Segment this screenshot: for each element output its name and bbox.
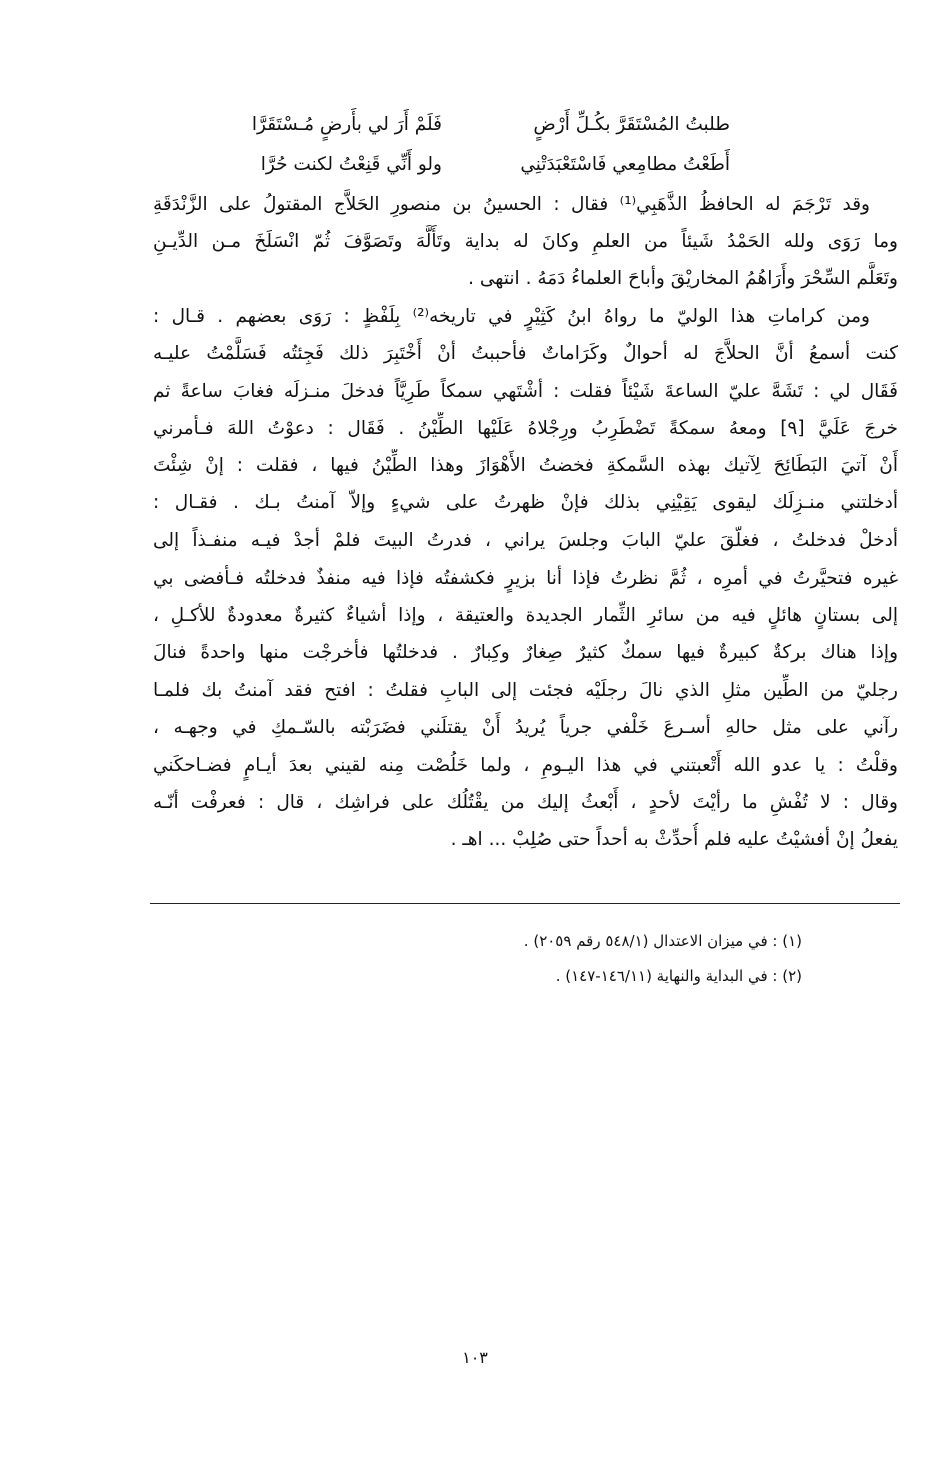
body-line: وإذا هناك بركةٌ كبيرةٌ فيها سمكٌ كثيرٌ صِغارٌ وكِبارٌ . فدخلتُها فأخرجْت منها واحدةً فنالَ: [153, 642, 898, 663]
body-line: وقال : لا تُفْشِ ما رأيْتَ لأحدٍ ، أَبْعثُ إليك من يقْتُلُك على فراشِك ، قال : فعرفْت أنّـه: [153, 792, 898, 813]
verse-2-left: ولو أَنِّي قَنِعْتُ لكنت حُرَّا: [260, 154, 442, 175]
body-line: وما رَوَى ولله الحَمْدُ شَيئاً من العلمِ وكانَ له بداية وتَأَلَّهَ وتَصَوَّفَ ثُمّ انْسَلَخَ مـن الدِّيـنِ: [153, 231, 898, 252]
body-line: أدخلْ فدخلتُ ، فغلّقَ عليّ البابَ وجلسَ يراني ، فدرتُ البيتَ فلمْ أجدْ فيـه منفـذاً إلى: [153, 530, 898, 551]
body-line: وقد تَرْجَمَ له الحافظُ الذَّهَبِي⁽¹⁾ فقال : الحسينُ بن منصورِ الحَلاَّج المقتولُ على الزَّنْدَقَةِ: [153, 194, 870, 215]
page-number: ١٠٣: [462, 1348, 488, 1367]
footnote-2: (٢) : في البداية والنهاية (١٤٦/١١-١٤٧) .: [555, 967, 802, 985]
body-line: إلى بستانٍ هائلٍ فيه من سائرِ الثِّمار الجديدة والعتيقة ، وإذا أشياءٌ كثيرةٌ معدودةٌ للأكـلِ ،: [153, 605, 898, 626]
body-line: رآني على مثل حالهِ أسـرعَ خَلْفي جرياً يُريدُ أَنْ يقتلَني فضَرَبْته بالسّـمكِ في وجهـه ،: [153, 717, 898, 738]
verse-2-right: أَطَعْتُ مطامِعي فَاسْتَعْبَدَتْنِي: [520, 154, 730, 175]
body-line: أدخلتني منـزِلَك ليقوى يَقِيْنِي بذلك فإنْ ظهرتُ على شيءٍ وإلاّ آمنتُ بـك . فقـال :: [153, 492, 898, 513]
verse-1-right: طلبتُ المُسْتَقَرَّ بكُـلِّ أَرْضٍ: [533, 114, 730, 135]
body-line: وتَعَلَّم السِّحْرَ وأَرَاهُمُ المخاريْقَ وأباحَ العلماءُ دَمَهُ . انتهى .: [468, 268, 898, 289]
body-line: غيره فتحيَّرتُ في أمرِه ، ثُمَّ نظرتُ فإذا أنا بزيرٍ فكشفتُه فإذا فيه منفذٌ فدخلتُه فـأفضى بي: [153, 568, 898, 589]
footnote-1: (١) : في ميزان الاعتدال (٥٤٨/١ رقم ٢٠٥٩) .: [523, 932, 802, 950]
body-line: خرجَ عَلَيَّ [٩] ومعهُ سمكةً تَضْطَرِبُ ورِجْلاهُ عَلَيْها الطِّيْنُ . فَقَال : دعوْتُ اللهَ فـأمرني: [153, 418, 898, 439]
verse-1-left: فَلَمْ أَرَ لي بأَرضٍ مُـسْتَقَرَّا: [251, 114, 442, 135]
body-line: أَنْ آتيَ البَطَائِحَ لِآتيك بهذه السَّمكةِ فخضتُ الأَهْوَازَ وهذا الطِّيْنُ فيها ، فقلت : إنْ شِئْتَ: [153, 455, 898, 476]
body-line: رجليّ من الطِّين مثلِ الذي نالَ رجلَيْه فجئت إلى البابِ فقلتُ : افتح فقد آمنتُ بك فلمـا: [153, 680, 898, 701]
body-line: وقلْتُ : يا عدو الله أَتْعبتني في هذا اليـومِ ، ولما خَلُصْت مِنه لقيني بعدَ أيـامٍ فضـاحكَني: [153, 755, 898, 776]
body-line: يفعلُ إنْ أفشيْتُ عليه فلم أُحدِّثْ به أحداً حتى صُلِبْ ... اهـ .: [450, 829, 898, 850]
body-line: فَقَال لي : تَشَهَّ عليّ الساعةَ شَيْئاً فقلت : أشْتَهي سمكاً طَرِيَّاً فدخلَ منـزلَه فغابَ ساعةً ثم: [153, 381, 898, 402]
footnote-divider: [150, 903, 900, 904]
body-line: ومن كراماتِ هذا الوليّ ما رواهُ ابنُ كَثِيْرٍ في تاريخه⁽²⁾ بِلَفْظٍ : رَوَى بعضهم . قـال :: [153, 306, 870, 327]
body-line: كنت أسمعُ أنَّ الحلاَّجَ له أحوالٌ وكَرَاماتٌ فأحببتُ أنْ أَخْتَبِرَ ذلك فَجِئتُه فَسَلَّمْتُ عليـه: [153, 343, 898, 364]
